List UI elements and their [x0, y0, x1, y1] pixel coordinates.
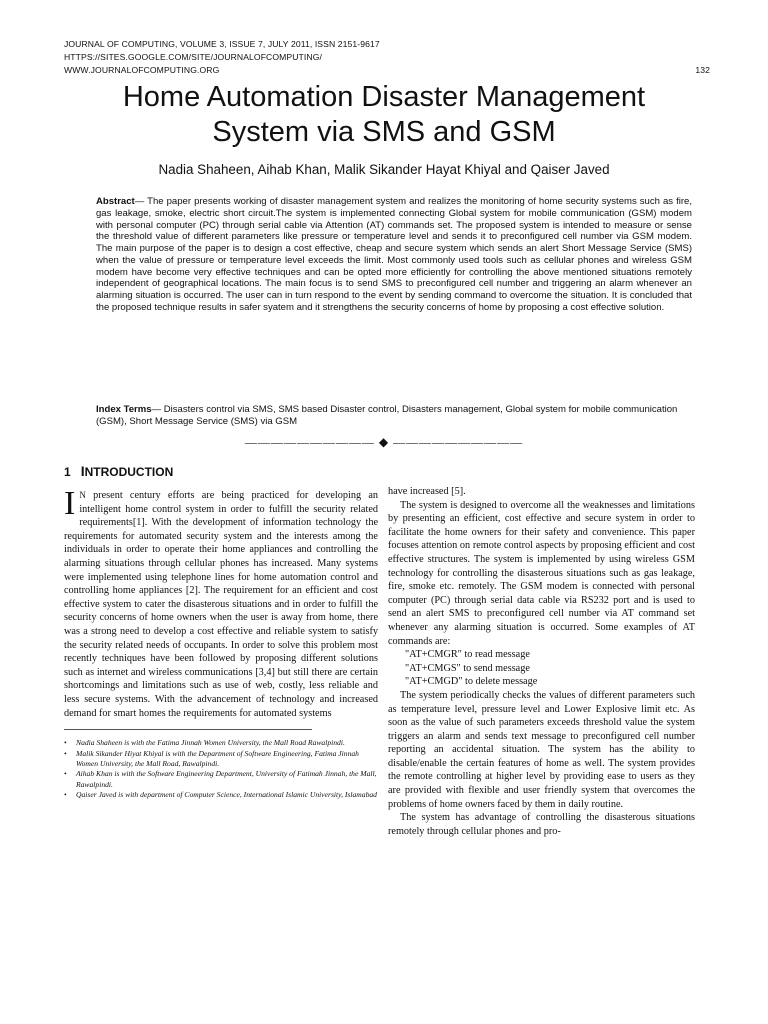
- section-heading: [64, 462, 378, 481]
- page-number: 132: [695, 65, 710, 75]
- right-column: [388, 485, 695, 838]
- section-number: 1: [64, 465, 71, 479]
- paper-title: [64, 80, 704, 150]
- body-paragraph: The system is designed to overcome all the weaknesses and limitations by presenting an efficient, cost effective and secure system in order to facilitate the home owners for their safety and convenience. This paper focuses attention on remote control aspects by proposing efficient and cost effective structures. The system is implemented by using wireless GSM technology for controlling the disasterous situations such as gas leakage, fire, smoke etc. remotely. The GSM modem is connected with personal computer (PC) through serial data cable via RS232 port and is used to send an alert SMS to preconfigured cell number via AT command set whenever any alarming situation is occurred. Some examples of AT commands are:: [388, 499, 695, 647]
- at-command-item: "AT+CMGS" to send message: [405, 662, 530, 674]
- body-paragraph: The system periodically checks the values of different parameters such as temperature level, pressure level and Lower Explosive limit etc. As soon as the value of such parameters exceeds threshold value the system triggers an alarm and sends text message to preconfigured cell number reporting an accidental situation. The system has the ability to disable/enable the certain features of home as well. The system provides the remote controlling at higher level by providing ease to users as they are provided with flexible and user friendly system that overcomes the problems of home owners faced by them in daily routine.: [388, 689, 695, 810]
- footnote-item: • Aihab Khan is with the Software Engineering Department, University of Fatimah Jinnah, the Mall, Rawalpindi.: [64, 769, 378, 790]
- footnote-item: • Malik Sikander Hiyat Khiyal is with the Department of Software Engineering, Fatima Jinnah Women University, the Mall Road, Rawalpindi.: [64, 749, 378, 770]
- section-title-initial: I: [80, 463, 85, 479]
- lead-letters: N: [79, 490, 86, 500]
- section-divider: —————————— ◆ ——————————: [244, 435, 524, 449]
- footnote-item: • Qaiser Javed is with department of Computer Science, International Islamic University, Islamabad: [64, 790, 378, 800]
- authors: Nadia Shaheen, Aihab Khan, Malik Sikander Hayat Khiyal and Qaiser Javed: [158, 162, 610, 177]
- title-line-1: Home Automation Disaster Management: [122, 81, 646, 113]
- footnote-item: • Nadia Shaheen is with the Fatima Jinnah Women University, the Mall Road Rawalpindi.: [64, 738, 378, 748]
- section-title-rest: NTRODUCTION: [84, 465, 174, 479]
- journal-header: [64, 38, 710, 77]
- abstract-label: Abstract: [96, 196, 135, 207]
- continuation-line: have increased [5].: [388, 486, 466, 497]
- index-terms-label: Index Terms: [96, 404, 152, 415]
- index-terms-text: Disasters control via SMS, SMS based Disaster control, Disasters management, Global system for mobile communication (GSM), Short Message Service (SMS) via GSM: [96, 404, 678, 427]
- title-line-2: System via SMS and GSM: [212, 116, 556, 148]
- intro-paragraph-text: present century efforts are being practiced for developing an intelligent home control system in order to fulfill the security related requirements[1]. With the development of information technology the requirements for automated security system and the interests among the individuals in order to operate their home appliances and controlling the alarming situations through cellular phones has increased. Many systems were implemented using telephone lines for home automation control and controlling home appliances [2]. The requirement for an efficient and cost effective system to cater the disasterous situations and in order to fulfill the security concerns of home owners when the user is away from home, there was a strong need to develop a cost effective and reliable system to satisfy the security related needs of occupants. In order to solve this problem most recently techniques have been followed by proposing different solutions such as internet and wireless communications [3,4] but still there are certain shortcomings and limitations such as use of web, costly, less reliable and less secure systems. With the advancement of technology and increased demand for smart homes the requirements for automated systems: [64, 490, 378, 719]
- drop-cap: I: [64, 485, 76, 522]
- abstract-text: The paper presents working of disaster management system and realizes the monitoring of home security systems such as fire, gas leakage, smoke, electric short circuit.The system is implemented connecting Global system for mobile communication (GSM) modem with personal computer (PC) through serial cable via Attention (AT) commands set. The proposed system is intended to measure or sense the threshold value of different parameters like pressure or temperature level and sends it to preconfigured cell number via GSM modem. The main purpose of the paper is to design a cost effective, cheap and secure system which sends an alert Short Message Service (SMS) when the value of pressure or temperature level exceeds the limit. Most commonly used tools such as cellular phones and wireless GSM modem have become very effective techniques and can be opted more efficiently for controlling the above mentioned situations remotely independent of geographical locations. The main focus is to send SMS to preconfigured cell number and triggering an alarm whenever an alarming situation is occurred. The user can in turn respond to the event by sending command to overcome the situation. It is concluded that the proposed technique results in safer syatem and it strengthens the security concerns of home by proposing a cost effective solution.: [96, 196, 692, 313]
- journal-info-line: JOURNAL OF COMPUTING, VOLUME 3, ISSUE 7, JULY 2011, ISSN 2151-9617: [64, 39, 380, 49]
- abstract-dash: —: [134, 196, 148, 207]
- index-terms: [96, 404, 692, 428]
- body-paragraph: The system has advantage of controlling the disasterous situations remotely through cellular phones and pro-: [388, 812, 695, 837]
- journal-website-line: WWW.JOURNALOFCOMPUTING.ORG: [64, 65, 220, 75]
- footnote-rule: [64, 729, 312, 730]
- index-terms-dash: —: [151, 404, 164, 415]
- abstract: [96, 196, 692, 314]
- intro-paragraph: [64, 485, 378, 720]
- journal-url-line: HTTPS://SITES.GOOGLE.COM/SITE/JOURNALOFCOMPUTING/: [64, 52, 322, 62]
- at-command-item: "AT+CMGD" to delete message: [405, 676, 538, 688]
- at-command-item: "AT+CMGR" to read message: [405, 649, 530, 661]
- left-column: [64, 462, 378, 801]
- author-footnotes: [64, 738, 378, 800]
